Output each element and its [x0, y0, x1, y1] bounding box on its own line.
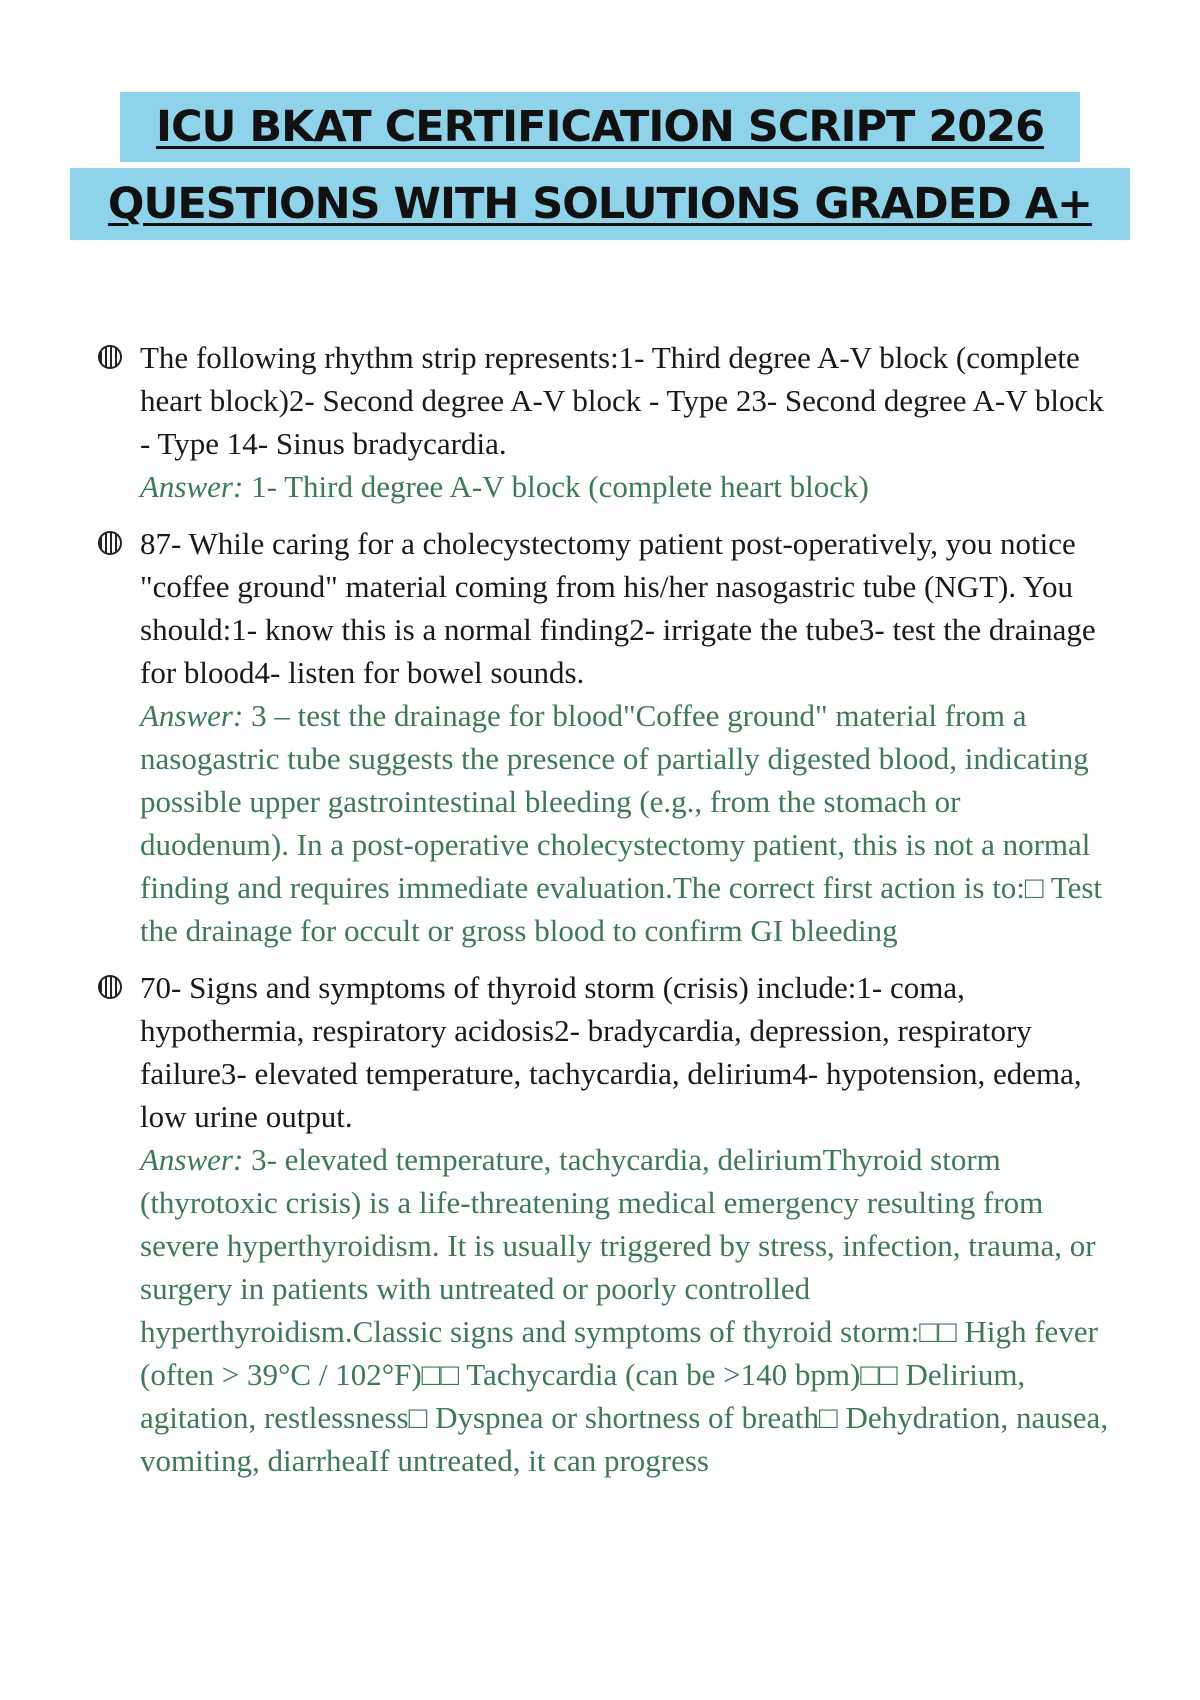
title-line-2: QUESTIONS WITH SOLUTIONS GRADED A+: [70, 168, 1130, 240]
answer-block: [140, 465, 1116, 508]
title-line-1: ICU BKAT CERTIFICATION SCRIPT 2026: [120, 92, 1080, 162]
answer-block: [140, 694, 1116, 952]
answer-text: 3- elevated temperature, tachycardia, deliriumThyroid storm (thyrotoxic crisis) is a life-threatening medical emergency resulting from severe hyperthyroidism. It is usually triggered by stress, infection, trauma, or surgery in patients with untreated or poorly controlled hyperthyroidism.Classic signs and symptoms of thyroid storm:□□ High fever (often > 39°C / 102°F)□□ Tachycardia (can be >140 bpm)□□ Delirium, agitation, restlessness□ Dyspnea or shortness of breath□ Dehydration, nausea, vomiting, diarrheaIf untreated, it can progress: [140, 1142, 1109, 1478]
question-item: [96, 336, 1116, 508]
answer-label: Answer:: [140, 1142, 244, 1177]
question-list: [96, 336, 1116, 1496]
question-text: 87- While caring for a cholecystectomy patient post-operatively, you notice "coffee ground" material coming from his/her nasogastric tube (NGT). You should:1- know this is a normal finding2- irrigate the tube3- test the drainage for blood4- listen for bowel sounds.: [140, 526, 1096, 690]
bullet-icon: [98, 531, 122, 555]
question-text: 70- Signs and symptoms of thyroid storm (crisis) include:1- coma, hypothermia, respiratory acidosis2- bradycardia, depression, respiratory failure3- elevated temperature, tachycardia, delirium4- hypotension, edema, low urine output.: [140, 970, 1082, 1134]
answer-label: Answer:: [140, 469, 244, 504]
bullet-icon: [98, 345, 122, 369]
answer-block: [140, 1138, 1116, 1482]
question-item: [96, 966, 1116, 1482]
document-title: [0, 92, 1200, 240]
answer-label: Answer:: [140, 698, 244, 733]
answer-text: 3 – test the drainage for blood"Coffee ground" material from a nasogastric tube suggests the presence of partially digested blood, indicating possible upper gastrointestinal bleeding (e.g., from the stomach or duodenum). In a post-operative cholecystectomy patient, this is not a normal finding and requires immediate evaluation.The correct first action is to:□ Test the drainage for occult or gross blood to confirm GI bleeding: [140, 698, 1103, 948]
bullet-icon: [98, 975, 122, 999]
question-item: [96, 522, 1116, 952]
question-text: The following rhythm strip represents:1- Third degree A-V block (complete heart block)2- Second degree A-V block - Type 23- Second degree A-V block - Type 14- Sinus bradycardia.: [140, 340, 1104, 461]
answer-text: 1- Third degree A-V block (complete heart block): [251, 469, 869, 504]
